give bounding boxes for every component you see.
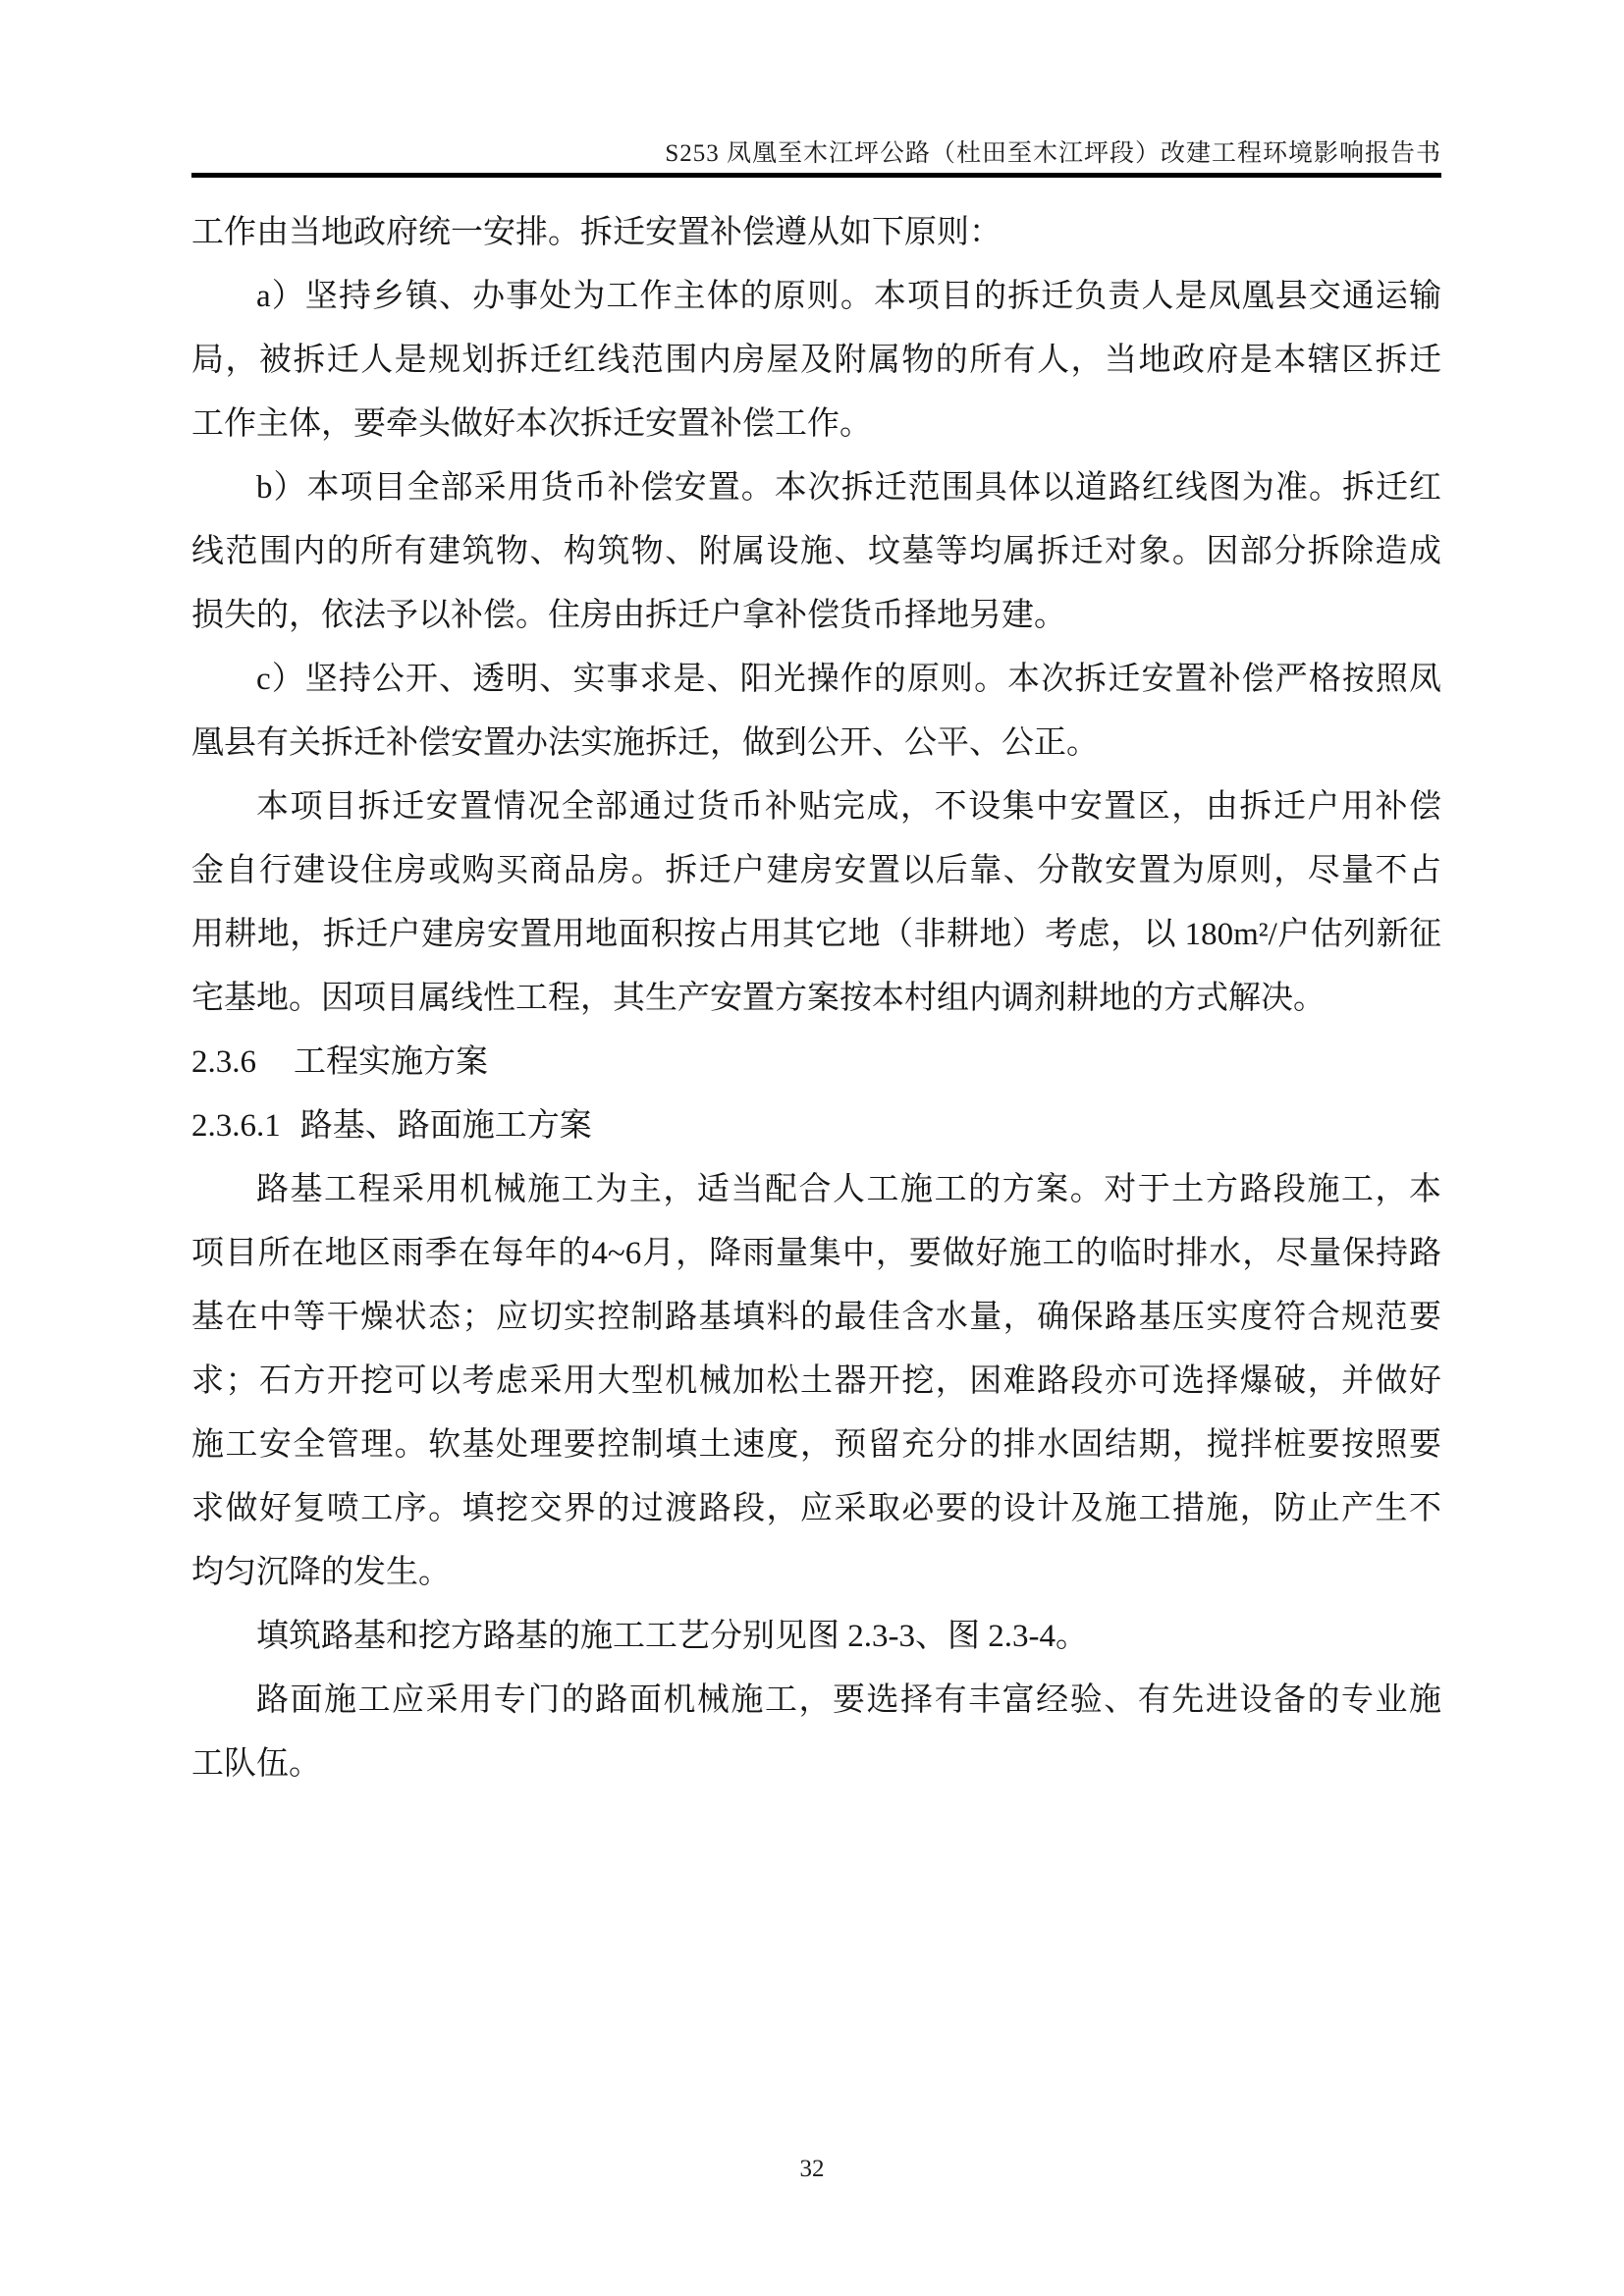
header-rule [191, 173, 1441, 178]
text-line: a）坚持乡镇、办事处为工作主体的原则。本项目的拆迁负责人是凤凰县交通运输 [256, 279, 1441, 314]
text-line: b）本项目全部采用货币补偿安置。本次拆迁范围具体以道路红线图为准。拆迁红 [256, 470, 1441, 506]
text-line: 填筑路基和挖方路基的施工工艺分别见图 2.3-3、图 2.3-4。 [256, 1619, 1088, 1654]
text-line: 施工安全管理。软基处理要控制填土速度，预留充分的排水固结期，搅拌桩要按照要 [191, 1427, 1441, 1463]
text-line: 金自行建设住房或购买商品房。拆迁户建房安置以后靠、分散安置为原则，尽量不占 [191, 853, 1441, 888]
text-line: 项目所在地区雨季在每年的4~6月，降雨量集中，要做好施工的临时排水，尽量保持路 [191, 1236, 1441, 1271]
section-title: 路基、路面施工方案 [299, 1108, 592, 1144]
section-heading-2-3-6-1 [191, 1095, 1441, 1158]
text-line: 工作由当地政府统一安排。拆迁安置补偿遵从如下原则： [191, 215, 1001, 250]
section-heading-2-3-6 [191, 1031, 1441, 1095]
text-line: 均匀沉降的发生。 [191, 1555, 451, 1590]
text-line: 路面施工应采用专门的路面机械施工，要选择有丰富经验、有先进设备的专业施 [256, 1682, 1441, 1718]
section-number: 2.3.6.1 [191, 1108, 281, 1144]
text-line: 求做好复喷工序。填挖交界的过渡路段，应采取必要的设计及施工措施，防止产生不 [191, 1491, 1441, 1526]
text-line: 损失的，依法予以补偿。住房由拆迁户拿补偿货币择地另建。 [191, 598, 1066, 633]
text-line: 求；石方开挖可以考虑采用大型机械加松土器开挖，困难路段亦可选择爆破，并做好 [191, 1363, 1441, 1399]
text-line: 用耕地，拆迁户建房安置用地面积按占用其它地（非耕地）考虑，以 180m²/户估列新征 [191, 917, 1441, 952]
text-line: 线范围内的所有建筑物、构筑物、附属设施、坟墓等均属拆迁对象。因部分拆除造成 [191, 534, 1441, 569]
text-line: 路基工程采用机械施工为主，适当配合人工施工的方案。对于土方路段施工，本 [256, 1172, 1441, 1207]
text-line: 基在中等干燥状态；应切实控制路基填料的最佳含水量，确保路基压实度符合规范要 [191, 1300, 1441, 1335]
section-number: 2.3.6 [191, 1044, 256, 1080]
text-line: 局，被拆迁人是规划拆迁红线范围内房屋及附属物的所有人，当地政府是本辖区拆迁 [191, 343, 1441, 378]
text-line: c）坚持公开、透明、实事求是、阳光操作的原则。本次拆迁安置补偿严格按照凤 [256, 662, 1441, 697]
text-line: 凰县有关拆迁补偿安置办法实施拆迁，做到公开、公平、公正。 [191, 725, 1099, 761]
text-line: 本项目拆迁安置情况全部通过货币补贴完成，不设集中安置区，由拆迁户用补偿 [256, 789, 1441, 825]
section-title: 工程实施方案 [294, 1044, 488, 1080]
text-line: 工作主体，要牵头做好本次拆迁安置补偿工作。 [191, 406, 872, 442]
page-number: 32 [799, 2156, 825, 2182]
running-header-title: S253 凤凰至木江坪公路（杜田至木江坪段）改建工程环境影响报告书 [665, 140, 1441, 167]
document-body [191, 201, 1441, 1796]
text-line: 宅基地。因项目属线性工程，其生产安置方案按本村组内调剂耕地的方式解决。 [191, 981, 1326, 1016]
text-line: 工队伍。 [191, 1746, 321, 1782]
